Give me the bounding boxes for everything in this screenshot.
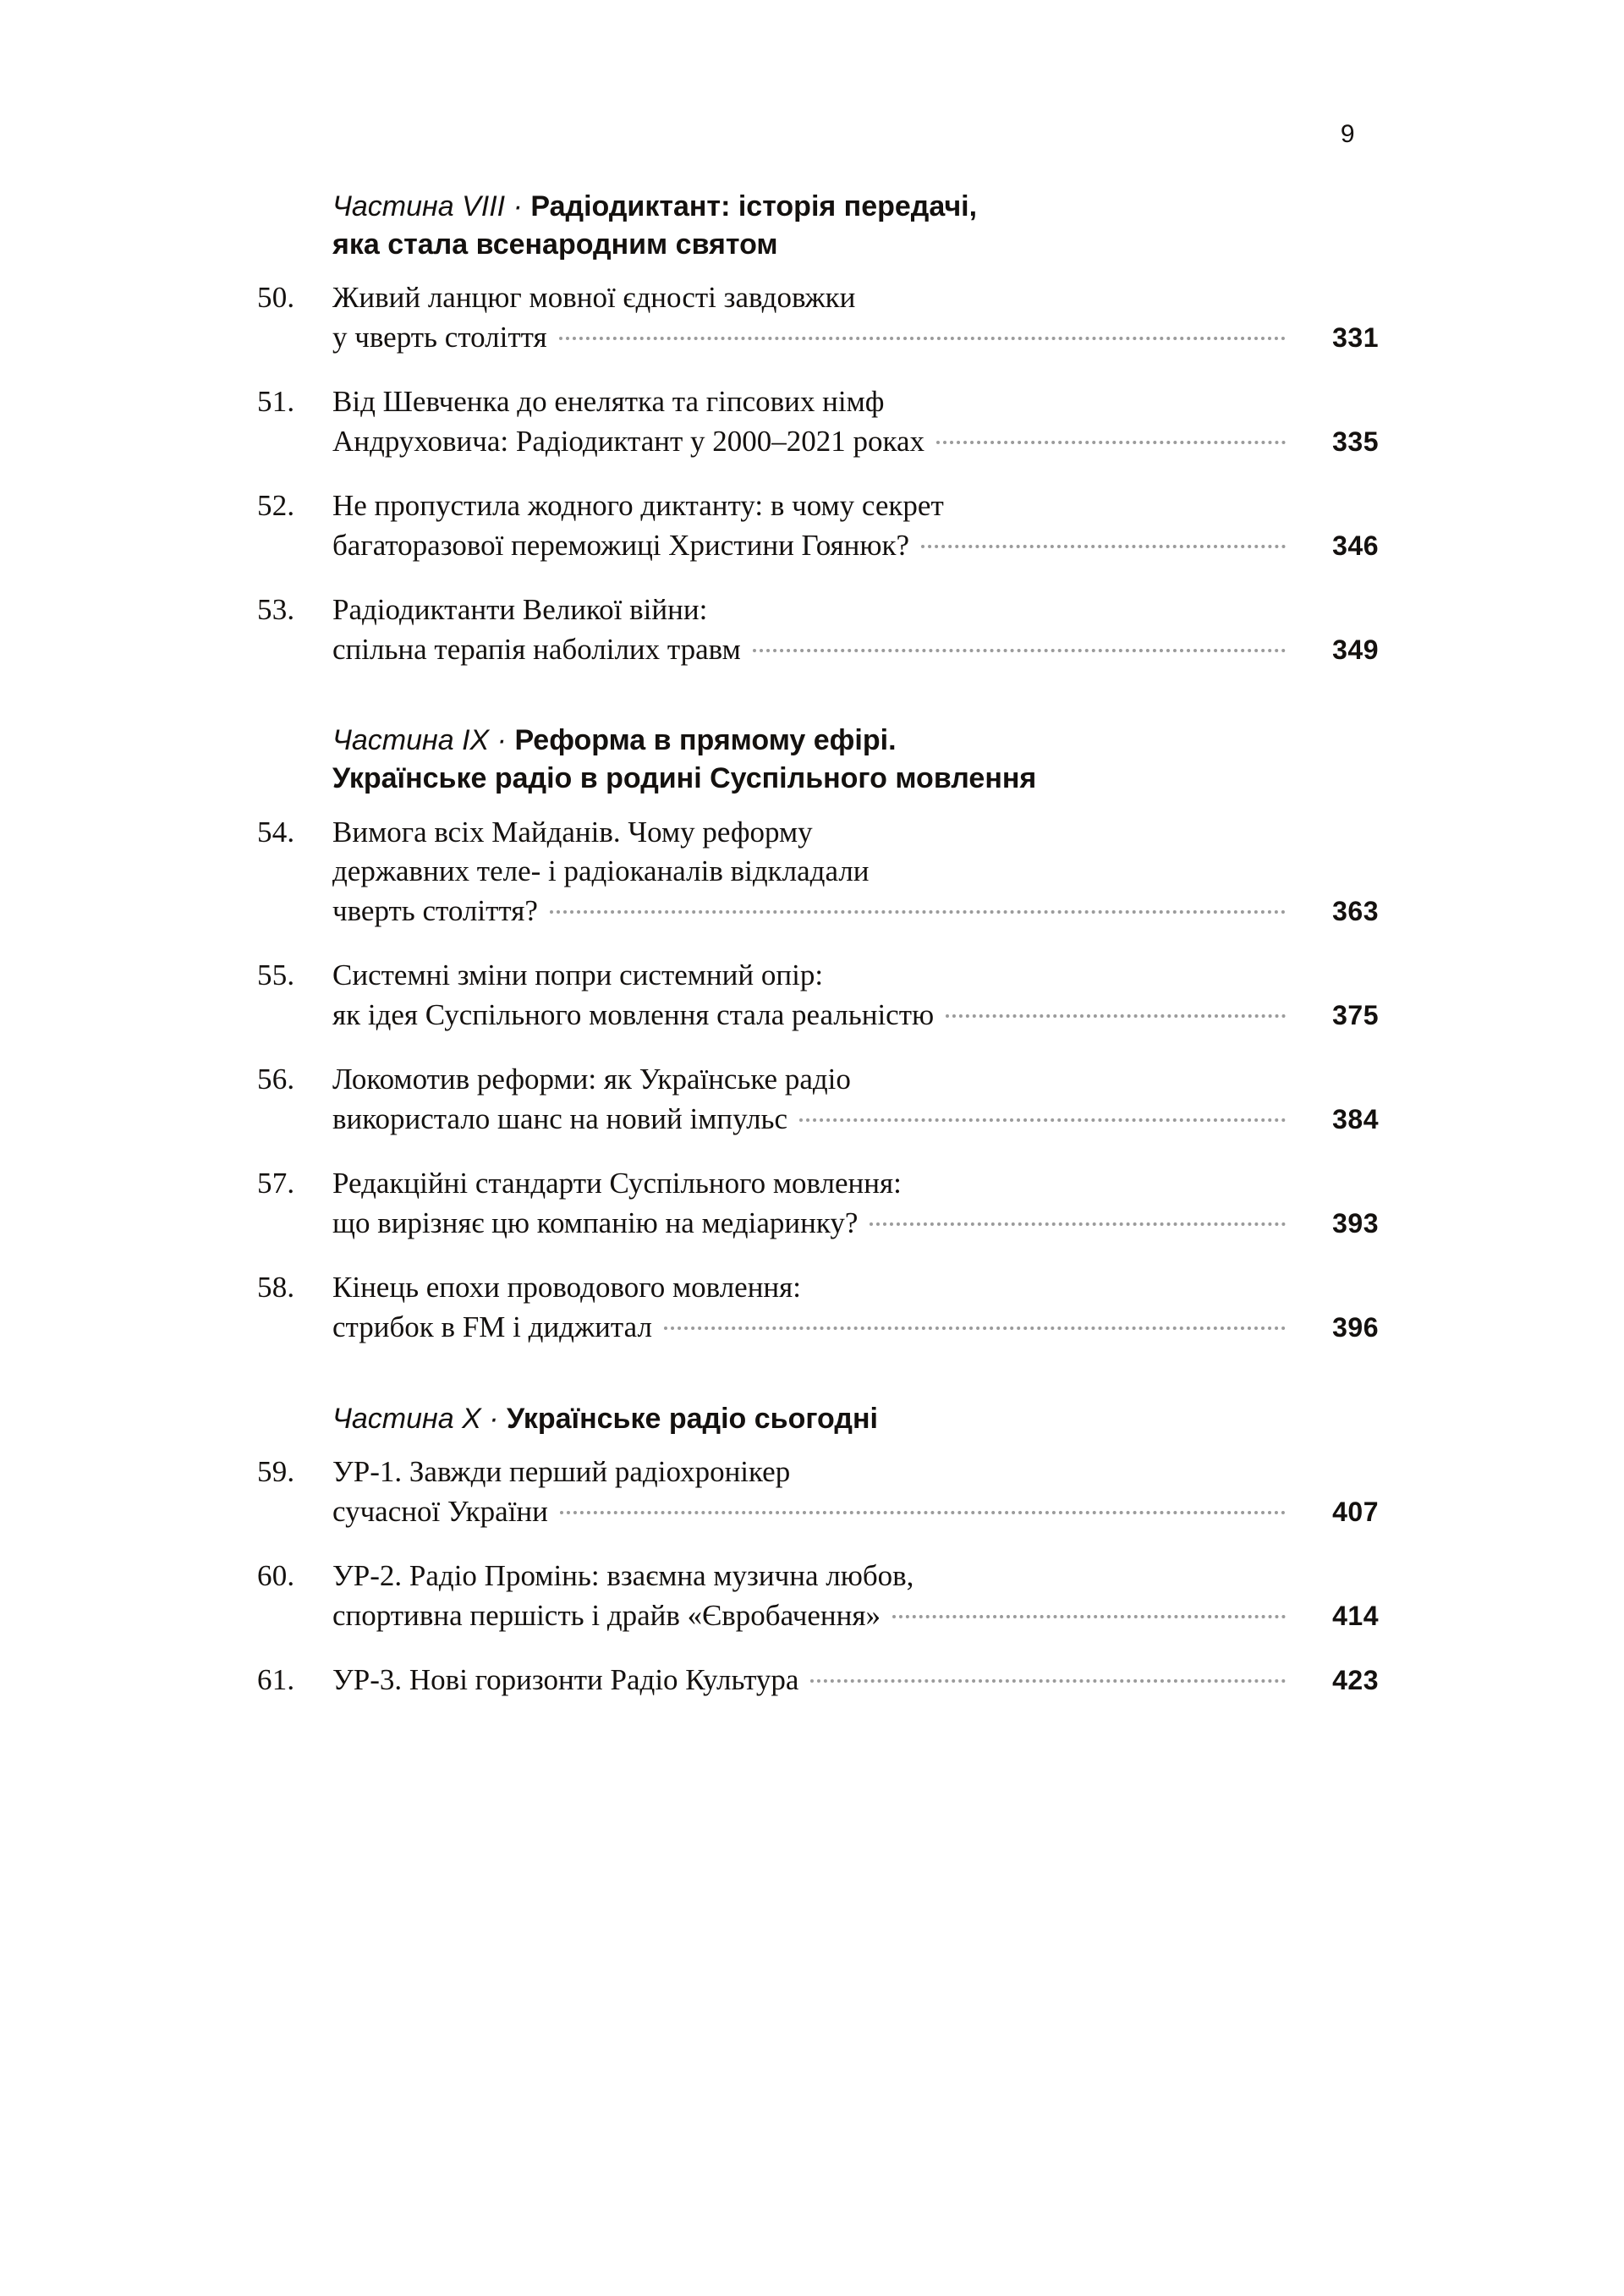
part-heading-block (254, 188, 1379, 263)
dot-leader (560, 1510, 1286, 1514)
entry-body (332, 486, 1379, 565)
entry-text: Вимога всіх Майданів. Чому реформу (332, 815, 813, 849)
entry-line (332, 318, 1379, 358)
entry-line (332, 1204, 1379, 1244)
entry-number: 61. (257, 1663, 295, 1697)
entry-text: Живий ланцюг мовної єдності завдовжки (332, 281, 856, 315)
part-title: Радіодиктант: історія передачі, (530, 190, 978, 222)
entry-number: 52. (257, 489, 295, 523)
part-title: Українське радіо сьогодні (507, 1402, 878, 1435)
entry-text: сучасної України (332, 1494, 548, 1528)
entry-number: 59. (257, 1455, 295, 1489)
entry-page[interactable]: 384 (1332, 1103, 1379, 1134)
dot-leader (946, 1013, 1286, 1018)
entry-body (332, 1557, 1379, 1635)
entry-line (332, 486, 1379, 526)
entry-page[interactable]: 396 (1332, 1311, 1379, 1343)
entry-page[interactable]: 363 (1332, 895, 1379, 926)
entry-number: 53. (257, 593, 295, 627)
entry-number: 57. (257, 1167, 295, 1200)
entry-text: Радіодиктанти Великої війни: (332, 593, 708, 627)
part-heading-block (254, 1400, 1379, 1438)
entry-body (332, 1453, 1379, 1531)
entry-body (332, 590, 1379, 669)
entry-line (332, 1557, 1379, 1596)
entry-line (332, 1453, 1379, 1492)
entry-number: 58. (257, 1271, 295, 1305)
dot-leader (810, 1678, 1286, 1683)
entry-number: 51. (257, 385, 295, 419)
entry-number: 60. (257, 1559, 295, 1593)
entry-body (332, 1268, 1379, 1347)
toc-entry[interactable] (254, 1164, 1379, 1243)
toc-entry[interactable] (254, 486, 1379, 565)
entry-line (332, 630, 1379, 670)
toc-entry[interactable] (254, 278, 1379, 357)
toc-entry[interactable] (254, 382, 1379, 461)
dot-leader (921, 544, 1286, 548)
entry-text: як ідея Суспільного мовлення стала реальністю (332, 997, 935, 1031)
toc-entry[interactable] (254, 813, 1379, 931)
entry-line (332, 1661, 1379, 1700)
entry-line (332, 813, 1379, 853)
entry-page[interactable]: 375 (1332, 999, 1379, 1030)
entry-text: Кінець епохи проводового мовлення: (332, 1271, 801, 1305)
toc-entry[interactable] (254, 1557, 1379, 1635)
entry-number: 56. (257, 1063, 295, 1096)
part-label: Частина IX · (332, 724, 507, 757)
entry-text: чверть століття? (332, 893, 538, 927)
part-heading (332, 1400, 1379, 1438)
dot-leader (936, 440, 1286, 444)
part-label: Частина VIII · (332, 190, 523, 222)
entry-text: Системні зміни попри системний опір: (332, 958, 824, 992)
entry-line (332, 1100, 1379, 1140)
entry-page[interactable]: 346 (1332, 530, 1379, 561)
entry-line (332, 1060, 1379, 1100)
entry-line (332, 1164, 1379, 1204)
entry-line (332, 1268, 1379, 1308)
entry-text: що вирізняє цю компанію на медіаринку? (332, 1206, 859, 1239)
entry-line (332, 526, 1379, 566)
dot-leader (892, 1614, 1286, 1618)
dot-leader (753, 648, 1286, 652)
entry-body (332, 1661, 1379, 1700)
entry-line (332, 422, 1379, 462)
entry-line (332, 1596, 1379, 1636)
entry-text: використало шанс на новий імпульс (332, 1101, 788, 1135)
toc-entry[interactable] (254, 1268, 1379, 1347)
page-number: 9 (1340, 120, 1355, 148)
part-heading (332, 188, 1379, 263)
entry-line (332, 590, 1379, 630)
entry-text: спільна терапія наболілих травм (332, 632, 741, 666)
entry-line (332, 1308, 1379, 1348)
entry-text: УР-3. Нові горизонти Радіо Культура (332, 1663, 799, 1697)
toc-entry[interactable] (254, 1453, 1379, 1531)
toc-group (254, 813, 1379, 1348)
entry-number: 50. (257, 281, 295, 315)
toc-entry[interactable] (254, 1661, 1379, 1700)
entry-text: у чверть століття (332, 320, 547, 354)
entry-text: Андруховича: Радіодиктант у 2000–2021 роках (332, 424, 925, 458)
entry-text: Локомотив реформи: як Українське радіо (332, 1063, 851, 1096)
dot-leader (870, 1222, 1286, 1226)
dot-leader (559, 336, 1286, 340)
toc-entry[interactable] (254, 956, 1379, 1035)
entry-body (332, 278, 1379, 357)
part-title-line2: яка стала всенародним святом (332, 228, 778, 261)
entry-page[interactable]: 393 (1332, 1207, 1379, 1239)
entry-text: стрибок в FM і диджитал (332, 1310, 652, 1343)
entry-text: Від Шевченка до енелятка та гіпсових німф (332, 385, 885, 419)
entry-text: спортивна першість і драйв «Євробачення» (332, 1598, 881, 1632)
entry-number: 54. (257, 815, 295, 849)
table-of-contents (254, 188, 1379, 1726)
toc-entry[interactable] (254, 590, 1379, 669)
entry-line (332, 1492, 1379, 1532)
entry-body (332, 956, 1379, 1035)
entry-body (332, 1060, 1379, 1139)
entry-line (332, 956, 1379, 996)
toc-group (254, 1453, 1379, 1700)
dot-leader (550, 909, 1286, 914)
entry-page[interactable]: 335 (1332, 426, 1379, 457)
entry-page[interactable]: 349 (1332, 634, 1379, 665)
entry-number: 55. (257, 958, 295, 992)
part-heading (332, 722, 1379, 797)
dot-leader (799, 1118, 1286, 1122)
entry-body (332, 1164, 1379, 1243)
entry-page[interactable]: 331 (1332, 321, 1379, 353)
toc-entry[interactable] (254, 1060, 1379, 1139)
entry-text: Не пропустила жодного диктанту: в чому секрет (332, 489, 944, 523)
entry-body (332, 382, 1379, 461)
entry-line (332, 278, 1379, 318)
entry-page[interactable]: 414 (1332, 1600, 1379, 1631)
entry-text: державних теле- і радіоканалів відкладали (332, 854, 870, 888)
part-label: Частина X · (332, 1402, 499, 1435)
entry-text: УР-2. Радіо Промінь: взаємна музична любов, (332, 1559, 914, 1593)
entry-line (332, 852, 1379, 892)
entry-text: УР-1. Завжди перший радіохронікер (332, 1455, 791, 1489)
entry-text: багаторазової переможиці Христини Гоянюк? (332, 528, 910, 562)
entry-line (332, 892, 1379, 931)
entry-body (332, 813, 1379, 931)
part-title-line2: Українське радіо в родині Суспільного мовлення (332, 761, 1037, 794)
entry-line (332, 996, 1379, 1035)
entry-text: Редакційні стандарти Суспільного мовлення: (332, 1167, 902, 1200)
part-heading-block (254, 722, 1379, 797)
entry-page[interactable]: 407 (1332, 1496, 1379, 1527)
entry-page[interactable]: 423 (1332, 1665, 1379, 1696)
toc-group (254, 278, 1379, 669)
part-title: Реформа в прямому ефірі. (514, 724, 897, 757)
entry-line (332, 382, 1379, 422)
dot-leader (664, 1326, 1286, 1330)
